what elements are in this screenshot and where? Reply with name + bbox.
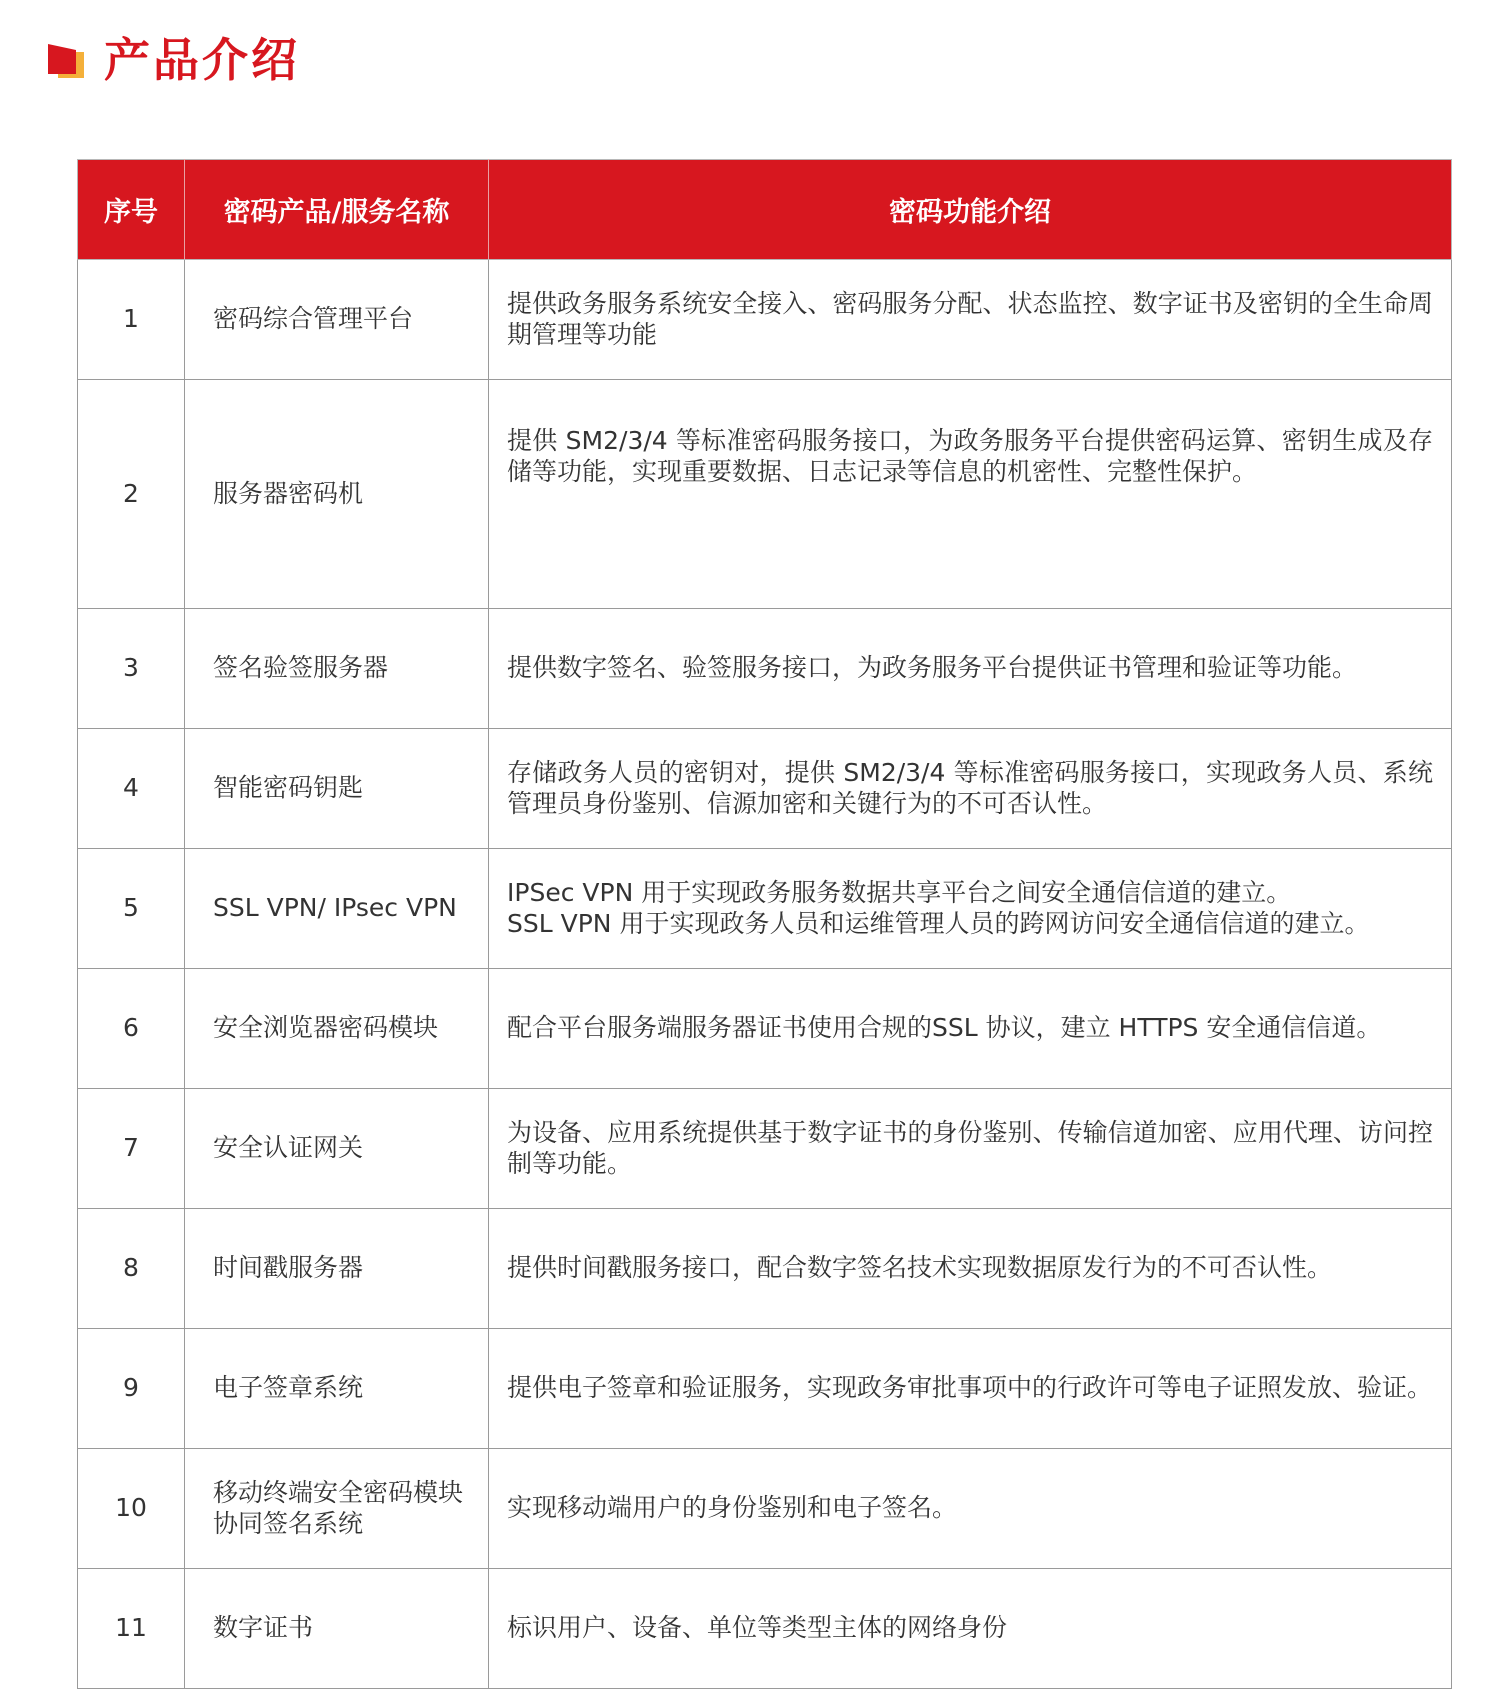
table-row — [78, 1449, 1452, 1569]
description-line: 存储政务人员的密钥对，提供 SM2/3/4 等标准密码服务接口，实现政务人员、系统管理员身份鉴别、信源加密和关键行为的不可否认性。 — [507, 758, 1433, 818]
function-description — [489, 1329, 1452, 1449]
table-row — [78, 1089, 1452, 1209]
function-description — [489, 260, 1452, 380]
product-name: 服务器密码机 — [185, 380, 489, 609]
description-line: 提供 SM2/3/4 等标准密码服务接口，为政务服务平台提供密码运算、密钥生成及存储等功能，实现重要数据、日志记录等信息的机密性、完整性保护。 — [507, 426, 1433, 486]
header-product-name: 密码产品/服务名称 — [185, 160, 489, 260]
table-row — [78, 260, 1452, 380]
product-name: 电子签章系统 — [185, 1329, 489, 1449]
section-header — [48, 30, 300, 90]
function-description — [489, 969, 1452, 1089]
row-number: 3 — [78, 609, 185, 729]
function-description — [489, 1089, 1452, 1209]
row-number: 9 — [78, 1329, 185, 1449]
row-number: 4 — [78, 729, 185, 849]
row-number: 8 — [78, 1209, 185, 1329]
row-number: 5 — [78, 849, 185, 969]
product-name: 安全浏览器密码模块 — [185, 969, 489, 1089]
table-row — [78, 380, 1452, 609]
description-line: 为设备、应用系统提供基于数字证书的身份鉴别、传输信道加密、应用代理、访问控制等功能。 — [507, 1118, 1433, 1178]
table-row — [78, 969, 1452, 1089]
description-line: 提供时间戳服务接口，配合数字签名技术实现数据原发行为的不可否认性。 — [507, 1253, 1333, 1283]
description-line: 提供政务服务系统安全接入、密码服务分配、状态监控、数字证书及密钥的全生命周期管理等功能 — [507, 289, 1433, 349]
function-description — [489, 609, 1452, 729]
product-name: 安全认证网关 — [185, 1089, 489, 1209]
function-description — [489, 1449, 1452, 1569]
row-number: 6 — [78, 969, 185, 1089]
row-number: 10 — [78, 1449, 185, 1569]
function-description — [489, 1569, 1452, 1689]
description-line: 配合平台服务端服务器证书使用合规的SSL 协议，建立 HTTPS 安全通信信道。 — [507, 1013, 1382, 1043]
section-marker-icon — [48, 38, 86, 82]
function-description — [489, 849, 1452, 969]
description-line: 提供电子签章和验证服务，实现政务审批事项中的行政许可等电子证照发放、验证。 — [507, 1373, 1433, 1403]
product-name: 数字证书 — [185, 1569, 489, 1689]
product-name: 时间戳服务器 — [185, 1209, 489, 1329]
table-row — [78, 1329, 1452, 1449]
description-line: 提供数字签名、验签服务接口，为政务服务平台提供证书管理和验证等功能。 — [507, 653, 1358, 683]
row-number: 2 — [78, 380, 185, 609]
table-row — [78, 1569, 1452, 1689]
product-name: 签名验签服务器 — [185, 609, 489, 729]
page-title: 产品介绍 — [104, 33, 300, 87]
function-description — [489, 729, 1452, 849]
table-header-row — [78, 160, 1452, 260]
table-row — [78, 849, 1452, 969]
header-function-description: 密码功能介绍 — [489, 160, 1452, 260]
row-number: 7 — [78, 1089, 185, 1209]
description-line: IPSec VPN 用于实现政务服务数据共享平台之间安全通信信道的建立。 — [507, 878, 1292, 907]
header-number: 序号 — [78, 160, 185, 260]
table-row — [78, 729, 1452, 849]
row-number: 1 — [78, 260, 185, 380]
product-name: 移动终端安全密码模块协同签名系统 — [185, 1449, 489, 1569]
table-row — [78, 609, 1452, 729]
product-name: SSL VPN/ IPsec VPN — [185, 849, 489, 969]
product-name: 智能密码钥匙 — [185, 729, 489, 849]
description-line: 标识用户、设备、单位等类型主体的网络身份 — [507, 1613, 1008, 1643]
function-description — [489, 380, 1452, 609]
row-number: 11 — [78, 1569, 185, 1689]
description-line: 实现移动端用户的身份鉴别和电子签名。 — [507, 1493, 958, 1523]
product-table — [77, 159, 1452, 1689]
function-description — [489, 1209, 1452, 1329]
product-name: 密码综合管理平台 — [185, 260, 489, 380]
table-row — [78, 1209, 1452, 1329]
description-line: SSL VPN 用于实现政务人员和运维管理人员的跨网访问安全通信信道的建立。 — [507, 908, 1370, 938]
